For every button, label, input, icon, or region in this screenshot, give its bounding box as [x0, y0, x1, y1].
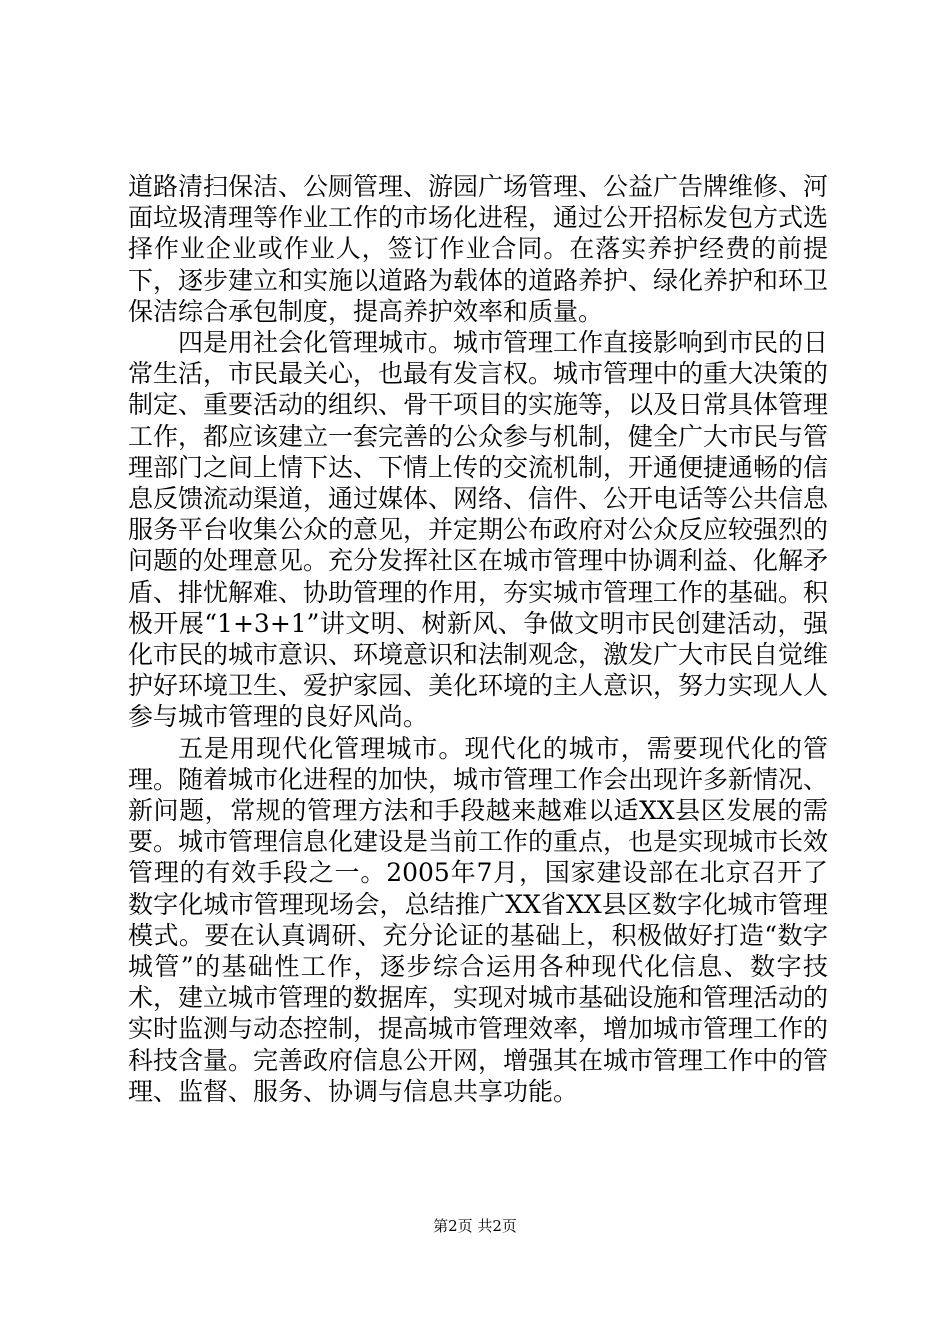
- page-number-footer: 第2页 共2页: [433, 1217, 517, 1235]
- paragraph-continuation: 道路清扫保洁、公厕管理、游园广场管理、公益广告牌维修、河面垃圾清理等作业工作的市场化进程，通过公开招标发包方式选择作业企业或作业人，签订作业合同。在落实养护经费的前提下，逐步建立和实施以道路为载体的道路养护、绿化养护和环卫保洁综合承包制度，提高养护效率和质量。: [128, 172, 829, 326]
- document-body: [128, 171, 828, 1107]
- paragraph-socialized-management: 四是用社会化管理城市。城市管理工作直接影响到市民的日常生活，市民最关心，也最有发言权。城市管理中的重大决策的制定、重要活动的组织、骨干项目的实施等，以及日常具体管理工作，都应该建立一套完善的公众参与机制，健全广大市民与管理部门之间上情下达、下情上传的交流机制，开通便捷通畅的信息反馈流动渠道，通过媒体、网络、信件、公开电话等公共信息服务平台收集公众的意见，并定期公布政府对公众反应较强烈的问题的处理意见。充分发挥社区在城市管理中协调利益、化解矛盾、排忧解难、协助管理的作用，夯实城市管理工作的基础。积极开展“1+3+1”讲文明、树新风、争做文明市民创建活动，强化市民的城市意识、环境意识和法制观念，激发广大市民自觉维护好环境卫生、爱护家园、美化环境的主人意识，努力实现人人参与城市管理的良好风尚。: [128, 328, 829, 732]
- paragraph-modernized-management: 五是用现代化管理城市。现代化的城市，需要现代化的管理。随着城市化进程的加快，城市管理工作会出现许多新情况、新问题，常规的管理方法和手段越来越难以适XX县区发展的需要。城市管理信息化建设是当前工作的重点，也是实现城市长效管理的有效手段之一。2005年7月，国家建设部在北京召开了数字化城市管理现场会，总结推广XX省XX县区数字化城市管理模式。要在认真调研、充分论证的基础上，积极做好打造“数字城管”的基础性工作，逐步综合运用各种现代化信息、数字技术，建立城市管理的数据库，实现对城市基础设施和管理活动的实时监测与动态控制，提高城市管理效率，增加城市管理工作的科技含量。完善政府信息公开网，增强其在城市管理工作中的管理、监督、服务、协调与信息共享功能。: [128, 733, 829, 1106]
